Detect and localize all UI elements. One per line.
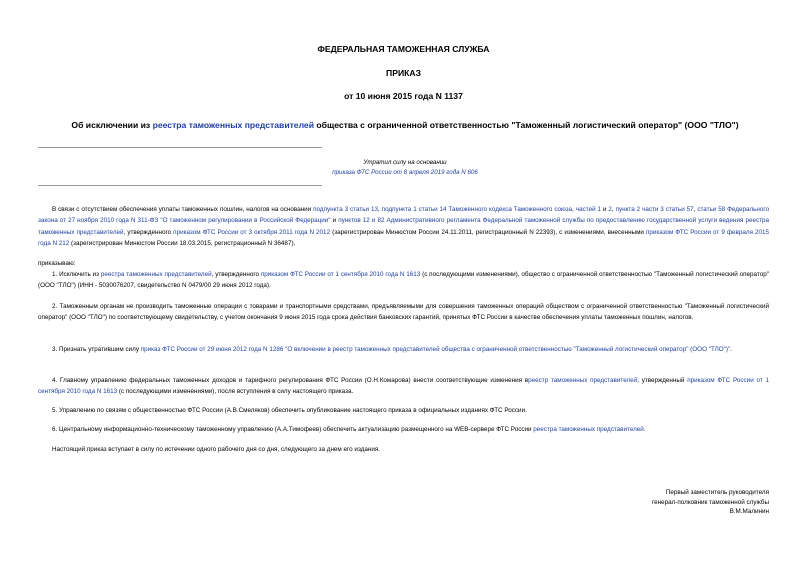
preamble-text: В связи с отсутствием обеспечения уплаты таможенных пошлин, налогов на основании xyxy=(52,206,314,213)
preamble-link[interactable]: подпункта 1 статьи 14 Таможенного кодекса Таможенного союза xyxy=(381,206,573,213)
item-text: , утвержденный xyxy=(637,377,688,384)
order-item-1 xyxy=(38,269,769,292)
preamble-link[interactable]: частей 1 xyxy=(575,206,602,213)
preamble-text: и xyxy=(601,206,609,213)
order-1613-link[interactable]: приказом ФТС России от 1 сентября 2010 года N 1613 xyxy=(260,271,421,278)
order-item-4 xyxy=(38,375,769,398)
agency-name: ФЕДЕРАЛЬНАЯ ТАМОЖЕННАЯ СЛУЖБА xyxy=(317,44,490,54)
preamble-link[interactable]: статьи 58 Федерального закона от 27 ноября 2010 года N 311-ФЗ "О таможенном регулировании в Российской Федерации" xyxy=(38,206,770,225)
item-text: , утвержденного xyxy=(211,271,261,278)
preamble-link[interactable]: пунктов 12 и 82 Административного регламента Федеральной таможенной службы по предоставлению государственной услуги ведения реестра таможенных представителей xyxy=(38,217,769,236)
preamble-text: (зарегистрирован Минюстом России 24.11.2011, регистрационный N 22393), с изменениями, внесенными xyxy=(330,228,646,236)
item-text: . xyxy=(643,426,646,433)
item-text: (с последующими изменениями), после вступления в силу настоящего приказа. xyxy=(117,388,354,396)
preamble-paragraph xyxy=(38,204,769,250)
title-registry-link[interactable]: реестра таможенных представителей xyxy=(152,120,314,130)
preamble-link[interactable]: приказом ФТС России от 3 октября 2011 года N 2012 xyxy=(173,228,331,236)
preamble-link[interactable]: пункта 2 части 3 статьи 57 xyxy=(615,206,694,213)
effective-date-paragraph: Настоящий приказ вступает в силу по истечении одного рабочего дня со дня, следующего за днем его издания. xyxy=(52,446,381,453)
registry-link[interactable]: реестра таможенных представителей xyxy=(100,271,212,278)
signer-name: В.М.Малинин xyxy=(729,508,769,516)
title-text-rest: общества с ограниченной ответственностью "Таможенный логистический оператор" (ООО "ТЛО") xyxy=(314,120,739,130)
title-text: Об исключении из xyxy=(71,120,153,130)
registry-link[interactable]: реестр таможенных представителей xyxy=(528,377,638,384)
registry-link[interactable]: реестра таможенных представителей xyxy=(533,426,644,433)
lost-force-text: Утратил силу на основании xyxy=(363,159,447,166)
order-item-2: 2. Таможенным органам не производить таможенные операции с товарами и транспортными средствами, предъявляемыми для совершения таможенных операций обществом с ограниченной ответственностью "Таможенный логистический оператор" (ООО "ТЛО") по соответствующему свидетельству, с учетом окончания 9 июня 2015 года срока действия банковских гарантий, принятых ФТС России в качестве обеспечения уплаты таможенных пошлин, налогов. xyxy=(38,303,769,322)
preamble-text: (зарегистрирован Минюстом России 18.03.2015, регистрационный N 36487), xyxy=(69,240,296,248)
item-text: 6. Центральному информационно-техническому таможенному управлению (А.А.Тимофеев) обеспечить актуализацию размещенного на WEB-сервере ФТС России xyxy=(52,426,534,433)
item-text: 1. Исключить из xyxy=(52,271,101,278)
signer-position: Первый заместитель руководителя xyxy=(665,489,769,496)
order-1286-link[interactable]: приказ ФТС России от 29 июня 2012 года N 1286 "О включении в реестр таможенных представителей общества с ограниченной ответственностью "Таможенный логистический оператор" (ООО "ТЛО")" xyxy=(140,346,731,353)
preamble-text: , xyxy=(378,206,382,213)
order-item-6 xyxy=(38,424,769,435)
preamble-link[interactable]: 2 xyxy=(608,206,612,213)
document-date: от 10 июня 2015 года N 1137 xyxy=(344,91,463,101)
order-item-3 xyxy=(38,344,769,355)
order-word: приказываю: xyxy=(38,260,76,267)
preamble-text: , утвержденного xyxy=(123,228,174,236)
document-type: ПРИКАЗ xyxy=(386,68,421,78)
item-text: . xyxy=(730,346,733,353)
preamble-text: и xyxy=(330,217,339,225)
order-item-5: 5. Управлению по связям с общественностью ФТС России (А.В.Смеляков) обеспечить опубликование настоящего приказа в официальных изданиях ФТС России. xyxy=(52,407,527,414)
item-text: 3. Признать утратившим силу xyxy=(52,346,141,353)
lost-force-link[interactable]: приказа ФТС России от 8 апреля 2019 года N 606 xyxy=(332,169,478,176)
preamble-text: , xyxy=(611,206,616,213)
lost-force-note xyxy=(200,158,610,178)
order-1613-link[interactable]: приказом ФТС России от 1 сентября 2010 года N 1613 xyxy=(38,377,769,396)
item-text: 4. Главному управлению федеральных таможенных доходов и тарифного регулирования ФТС России (О.Н.Комарова) внести соответствующие изменения в xyxy=(52,377,529,384)
preamble-link[interactable]: подпункта 3 статьи 13 xyxy=(313,206,378,213)
signature-block xyxy=(652,488,769,517)
item-text: (с последующими изменениями), общество с ограниченной ответственностью "Таможенный логистический оператор" (ООО "ТЛО") (ИНН - 5030076207, свидетельство N 0479/00 29 июня 2012 года). xyxy=(38,271,769,290)
preamble-link[interactable]: приказом ФТС России от 9 февраля 2015 года N 212 xyxy=(38,228,770,248)
signer-rank: генерал-полковник таможенной службы xyxy=(651,498,769,506)
divider-top xyxy=(38,147,322,148)
divider-bottom xyxy=(38,185,322,186)
document-title xyxy=(30,120,780,130)
preamble-text: , xyxy=(572,206,576,213)
preamble-text: , xyxy=(693,206,698,213)
